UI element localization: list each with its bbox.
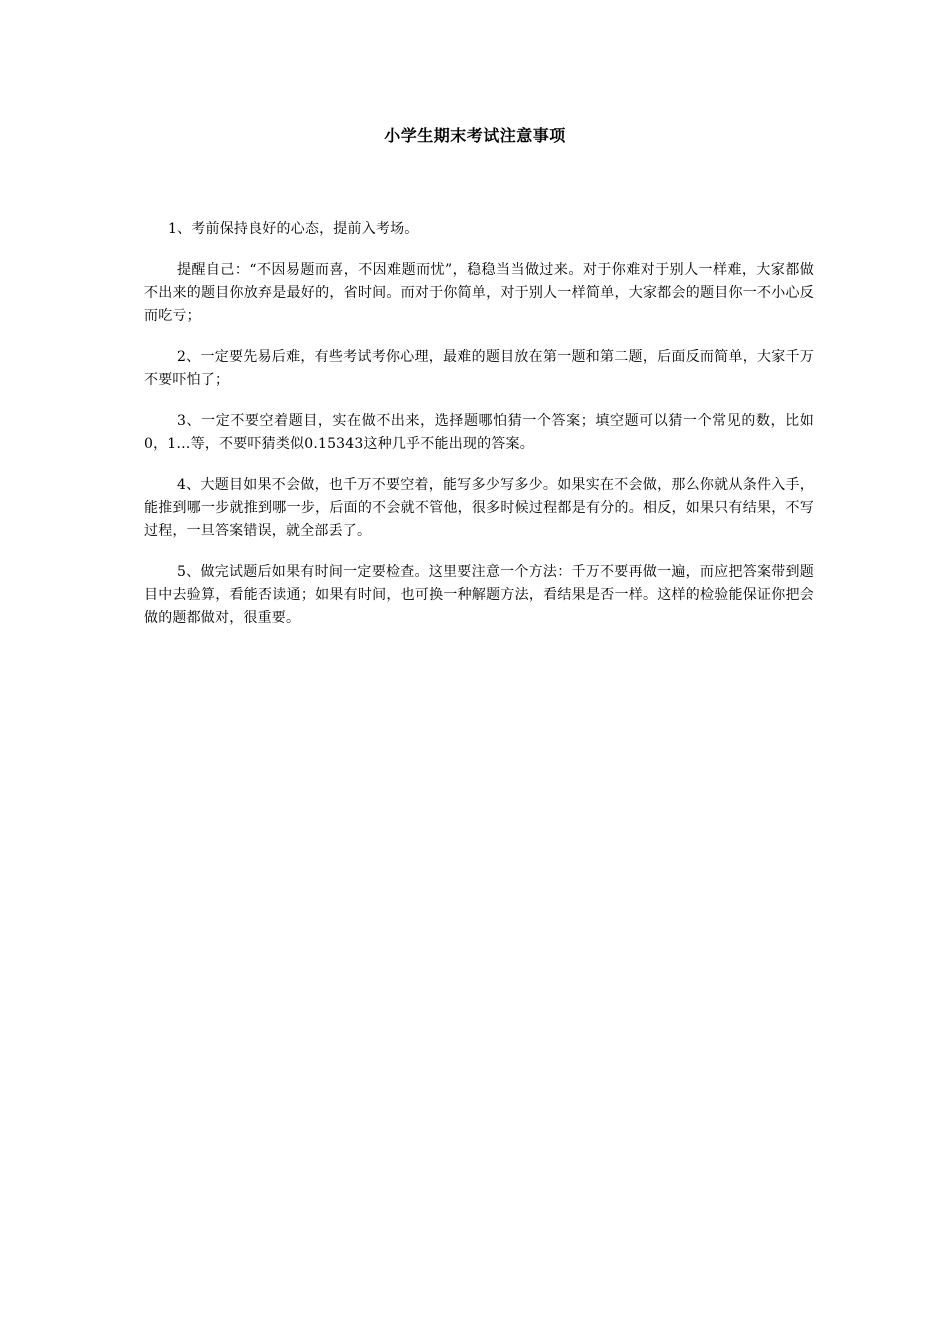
paragraph-reminder: 提醒自己：“不因易题而喜，不因难题而忧”，稳稳当当做过来。对于你难对于别人一样难，大家都做不出来的题目你放弃是最好的，省时间。而对于你简单，对于别人一样简单，大家都会的题目你一不小心反而吃亏； bbox=[144, 262, 814, 324]
paragraph-tip-5: 5、做完试题后如果有时间一定要检查。这里要注意一个方法：千万不要再做一遍，而应把答案带到题目中去验算，看能否读通；如果有时间，也可换一种解题方法，看结果是否一样。这样的检验能保证你把会做的题都做对，很重要。 bbox=[144, 564, 814, 626]
document-body bbox=[144, 218, 814, 648]
paragraph-tip-2: 2、一定要先易后难，有些考试考你心理，最难的题目放在第一题和第二题，后面反而简单，大家千万不要吓怕了； bbox=[144, 349, 814, 388]
paragraph-tip-4: 4、大题目如果不会做，也千万不要空着，能写多少写多少。如果实在不会做，那么你就从条件入手，能推到哪一步就推到哪一步，后面的不会就不管他，很多时候过程都是有分的。相反，如果只有结果，不写过程，一旦答案错误，就全部丢了。 bbox=[144, 477, 814, 539]
document-title: 小学生期末考试注意事项 bbox=[384, 126, 566, 145]
paragraph-tip-1: 1、考前保持良好的心态，提前入考场。 bbox=[168, 221, 419, 237]
paragraph-tip-3: 3、一定不要空着题目，实在做不出来，选择题哪怕猜一个答案；填空题可以猜一个常见的数，比如0，1…等，不要吓猜类似0.15343这种几乎不能出现的答案。 bbox=[144, 413, 814, 452]
